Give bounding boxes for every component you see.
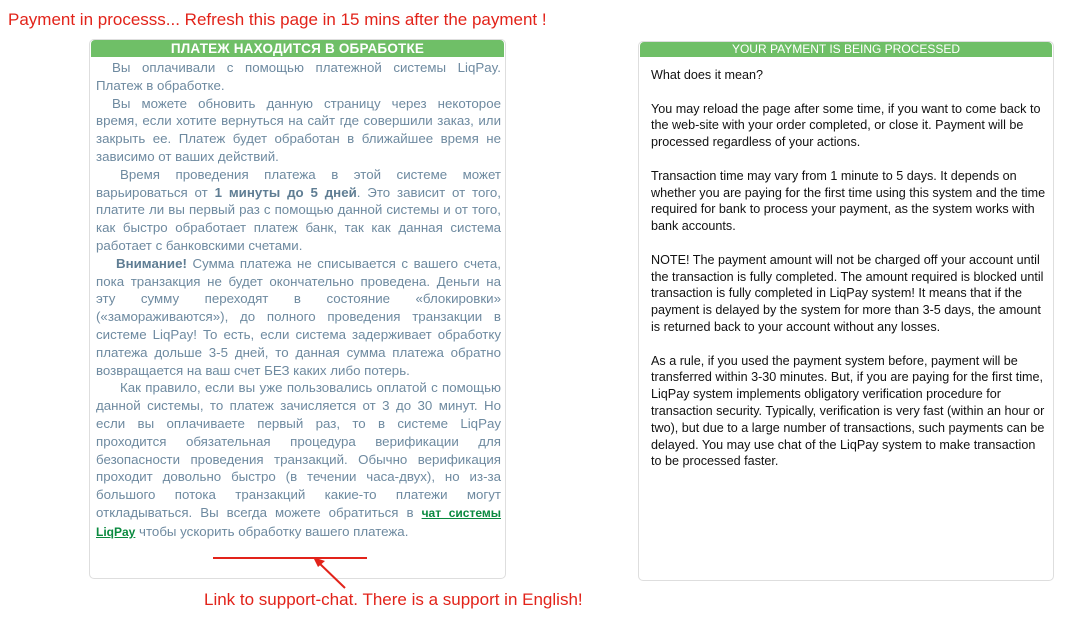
en-panel-title: YOUR PAYMENT IS BEING PROCESSED bbox=[640, 42, 1052, 57]
support-chat-link[interactable]: чат системы LiqPay bbox=[96, 505, 502, 539]
en-paragraph: As a rule, if you used the payment system before, payment will be transferred within 3-30 minutes. But, if you are paying for the first time, LiqPay system implements obligatory verification procedure for transaction security. Typically, verification is very fast (within an hour or two), but due to a large number of transactions, such payments can be delayed. You may use chat of the LiqPay system to make transaction to be processed faster. bbox=[651, 353, 1045, 469]
en-question: What does it mean? bbox=[651, 68, 764, 82]
ru-paragraph: Вы оплачивали с помощью платежной системы LiqPay. Платеж в обработке. bbox=[96, 60, 501, 93]
ru-paragraph: Вы можете обновить данную страницу через некоторое время, если хотите вернуться на сайт где совершили заказ, или закрыть ее. Платеж будет обработан в ближайшее время не зависимо от ваших действий. bbox=[96, 95, 501, 164]
ru-panel-title: ПЛАТЕЖ НАХОДИТСЯ В ОБРАБОТКЕ bbox=[91, 40, 504, 57]
ru-paragraph: Внимание! Сумма платежа не списывается с вашего счета, пока транзакция не будет окончательно проведена. Деньги на эту сумму переходят в состояние «блокировки» («замораживаются»), до полного проведения транзакции в системе LiqPay! То есть, если система задерживает обработку платежа дольше 3-5 дней, то данная сумма платежа обратно возвращается на ваш счет БЕЗ каких либо потерь. bbox=[96, 255, 501, 378]
en-paragraph: Transaction time may vary from 1 minute to 5 days. It depends on whether you are paying for the first time using this system and the time required for bank to process your payment, as the system works with bank accounts. bbox=[651, 168, 1046, 234]
en-paragraph: NOTE! The payment amount will not be charged off your account until the transaction is fully completed. The amount required is blocked until transaction is fully completed in LiqPay system! It means that if the payment is delayed by the system for more than 3-5 days, the amount is returned back to your account without any losses. bbox=[651, 252, 1044, 334]
top-annotation: Payment in processs... Refresh this page in 15 mins after the payment ! bbox=[8, 10, 547, 29]
ru-paragraph: Время проведения платежа в этой системе может варьироваться от 1 минуты до 5 дней. Это зависит от того, платите ли вы первый раз с помощью данной системы и от того, как быстро обработает платеж банк, так как данная система работает с банковскими счетами. bbox=[96, 166, 501, 253]
bottom-annotation: Link to support-chat. There is a support in English! bbox=[204, 590, 583, 609]
ru-paragraph: Как правило, если вы уже пользовались оплатой с помощью данной системы, то платеж зачисляется от 3 до 30 минут. Но если вы оплачиваете первый раз, то в системе LiqPay проходится обязательная процедура верификации для безопасности проведения транзакций. Обычно верификация проходит довольно быстро (в течении часа-двух), но из-за большого потока транзакций какие-то платежи могут откладываться. Вы всегда можете обратиться в чат системы LiqPay чтобы ускорить обработку вашего платежа. bbox=[96, 380, 502, 539]
ru-attention-label: Внимание! bbox=[116, 255, 187, 271]
en-paragraph: You may reload the page after some time, if you want to come back to the web-site with your order completed, or close it. Payment will be processed regardless of your actions. bbox=[651, 101, 1041, 150]
ru-bold-duration: 1 минуты до 5 дней bbox=[214, 184, 357, 200]
